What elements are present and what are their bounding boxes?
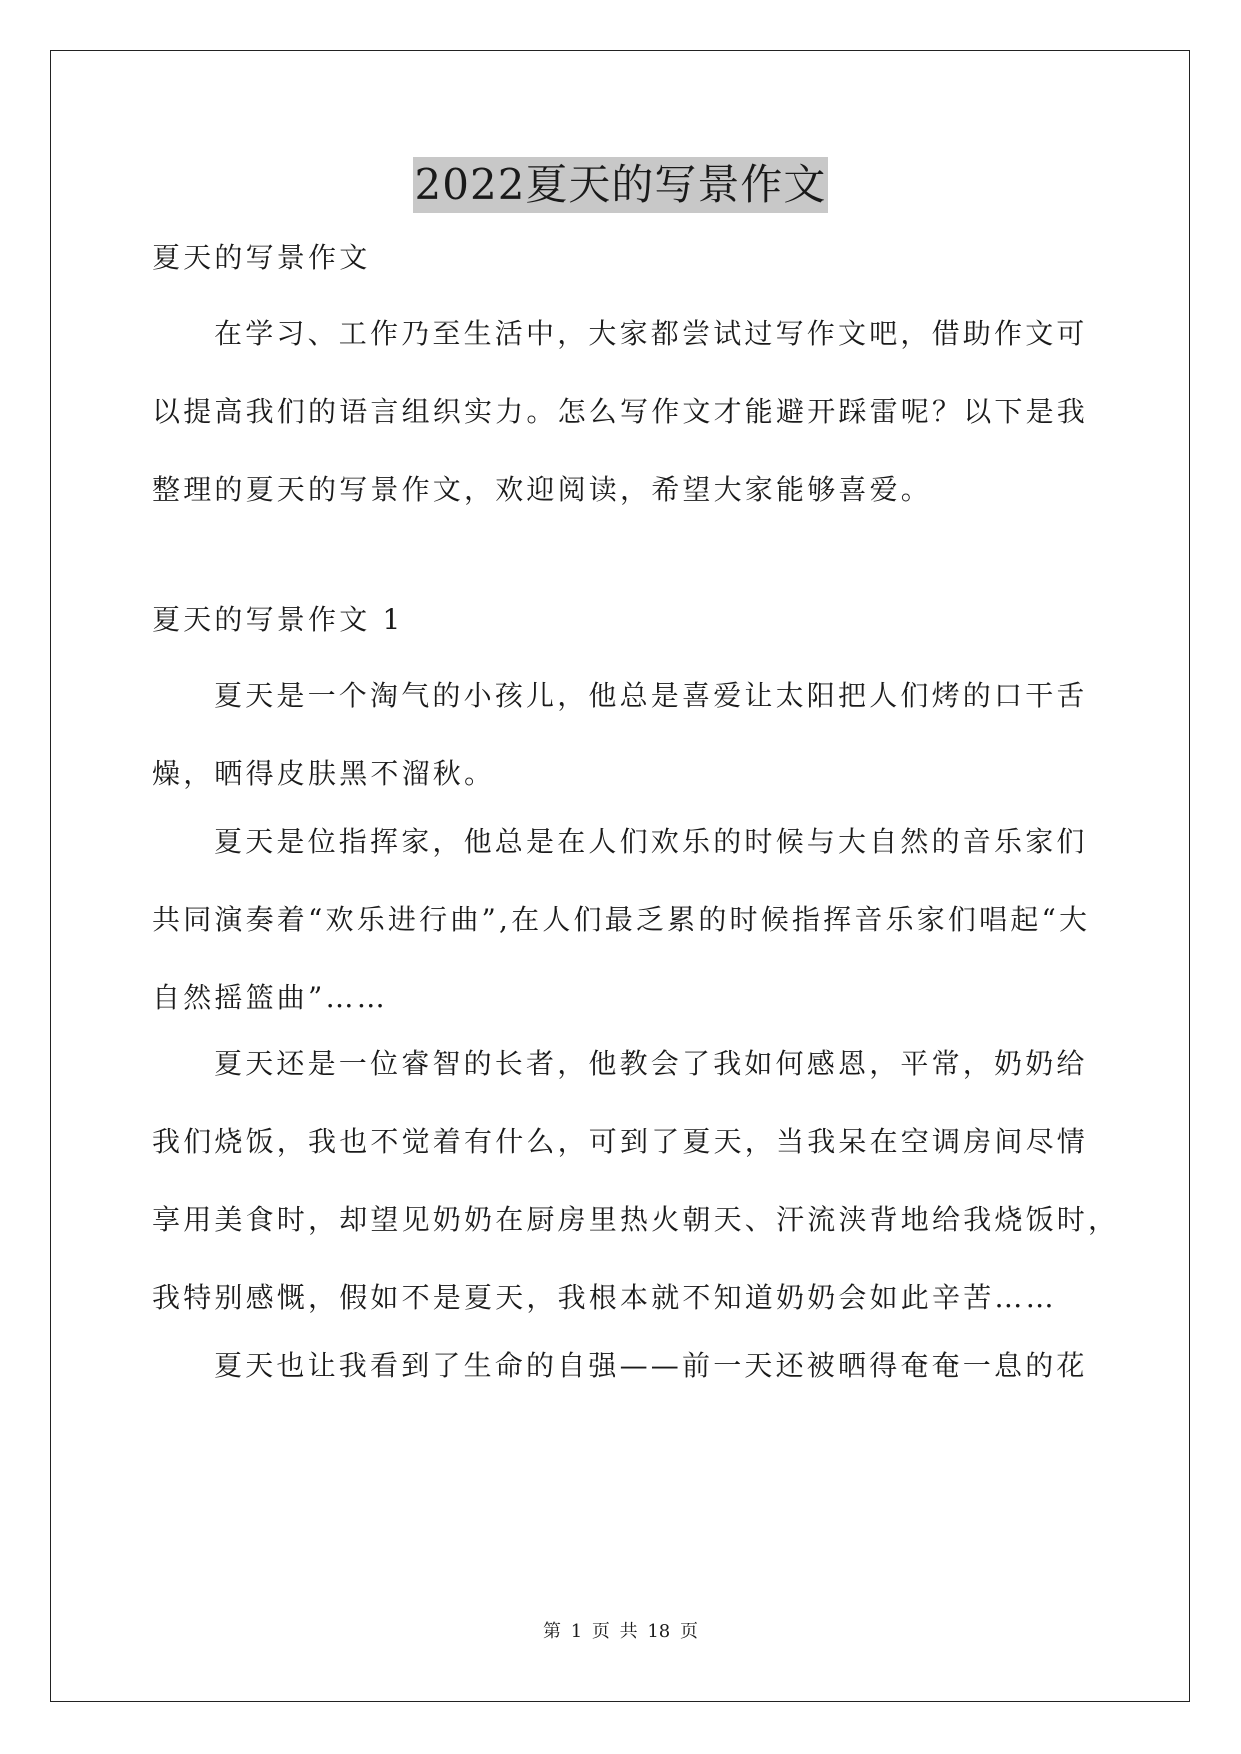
paragraph-line: 我们烧饭，我也不觉着有什么，可到了夏天，当我呆在空调房间尽情	[152, 1125, 1089, 1158]
title-container	[0, 157, 1241, 213]
paragraph-line: 在学习、工作乃至生活中，大家都尝试过写作文吧，借助作文可	[214, 317, 1088, 350]
paragraph-line: 夏天是位指挥家，他总是在人们欢乐的时候与大自然的音乐家们	[214, 825, 1088, 858]
paragraph-line: 燥，晒得皮肤黑不溜秋。	[152, 757, 496, 790]
paragraph-line: 共同演奏着“欢乐进行曲”,在人们最乏累的时候指挥音乐家们唱起“大	[152, 903, 1091, 936]
paragraph-line: 整理的夏天的写景作文，欢迎阅读，希望大家能够喜爱。	[152, 473, 933, 506]
paragraph-line: 夏天也让我看到了生命的自强——前一天还被晒得奄奄一息的花	[214, 1349, 1088, 1382]
document-title: 2022夏天的写景作文	[413, 157, 829, 213]
section-heading: 夏天的写景作文	[152, 241, 371, 274]
paragraph-line: 享用美食时，却望见奶奶在厨房里热火朝天、汗流浃背地给我烧饭时，	[152, 1203, 1120, 1236]
page-number-footer: 第 1 页 共 18 页	[543, 1621, 698, 1642]
section-heading: 夏天的写景作文 1	[152, 603, 404, 636]
paragraph-line: 自然摇篮曲”……	[152, 981, 388, 1014]
page-border	[50, 50, 1190, 1702]
paragraph-line: 以提高我们的语言组织实力。怎么写作文才能避开踩雷呢？以下是我	[152, 395, 1089, 428]
paragraph-line: 我特别感慨，假如不是夏天，我根本就不知道奶奶会如此辛苦……	[152, 1281, 1057, 1314]
paragraph-line: 夏天还是一位睿智的长者，他教会了我如何感恩，平常，奶奶给	[214, 1047, 1088, 1080]
paragraph-line: 夏天是一个淘气的小孩儿，他总是喜爱让太阳把人们烤的口干舌	[214, 679, 1088, 712]
